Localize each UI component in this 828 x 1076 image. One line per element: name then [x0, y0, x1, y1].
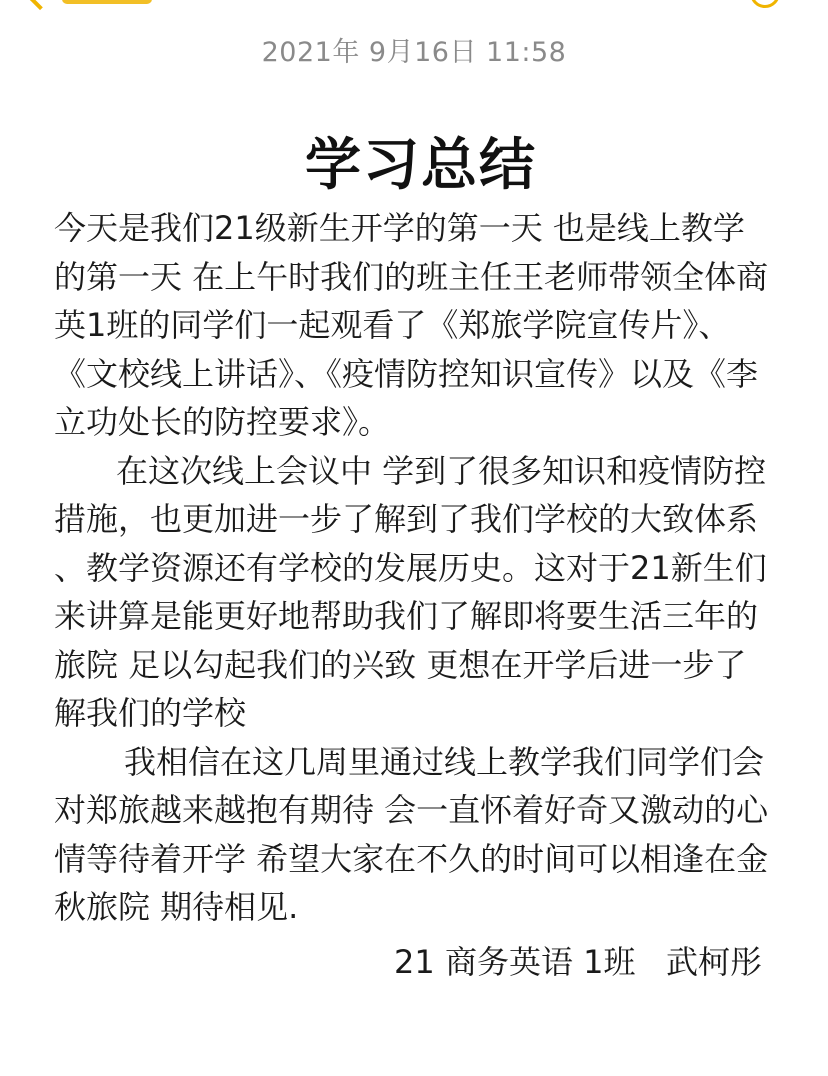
back-label[interactable]: [62, 0, 152, 4]
paragraph-2: 在这次线上会议中 学到了很多知识和疫情防控措施，也更加进一步了解到了我们学校的大致体系 、教学资源还有学校的发展历史。这对于21新生们来讲算是能更好地帮助我们了解即将要生活三年的旅院 足以勾起我们的兴致 更想在开学后进一步了解我们的学校: [54, 451, 767, 732]
chevron-left-icon[interactable]: [26, 0, 54, 10]
top-toolbar: [0, 0, 828, 14]
note-title: 学习总结: [305, 133, 537, 198]
note-timestamp: 2021年 9月16日 11:58: [261, 37, 567, 68]
note-body[interactable]: [54, 130, 776, 986]
paragraph-1: 今天是我们21级新生开学的第一天 也是线上教学的第一天 在上午时我们的班主任王老师带领全体商英1班的同学们一起观看了《郑旅学院宣传片》、《文校线上讲话》、《疫情防控知识宣传》以及《李立功处长的防控要求》。: [54, 209, 769, 441]
paragraph-3: 我相信在这几周里通过线上教学我们同学们会对郑旅越来越抱有期待 会一直怀着好奇又激动的心情等待着开学 希望大家在不久的时间可以相逢在金秋旅院 期待相见.: [54, 742, 769, 926]
circle-check-icon[interactable]: [750, 0, 780, 8]
signature: 21 商务英语 1班 武柯彤: [394, 942, 762, 981]
